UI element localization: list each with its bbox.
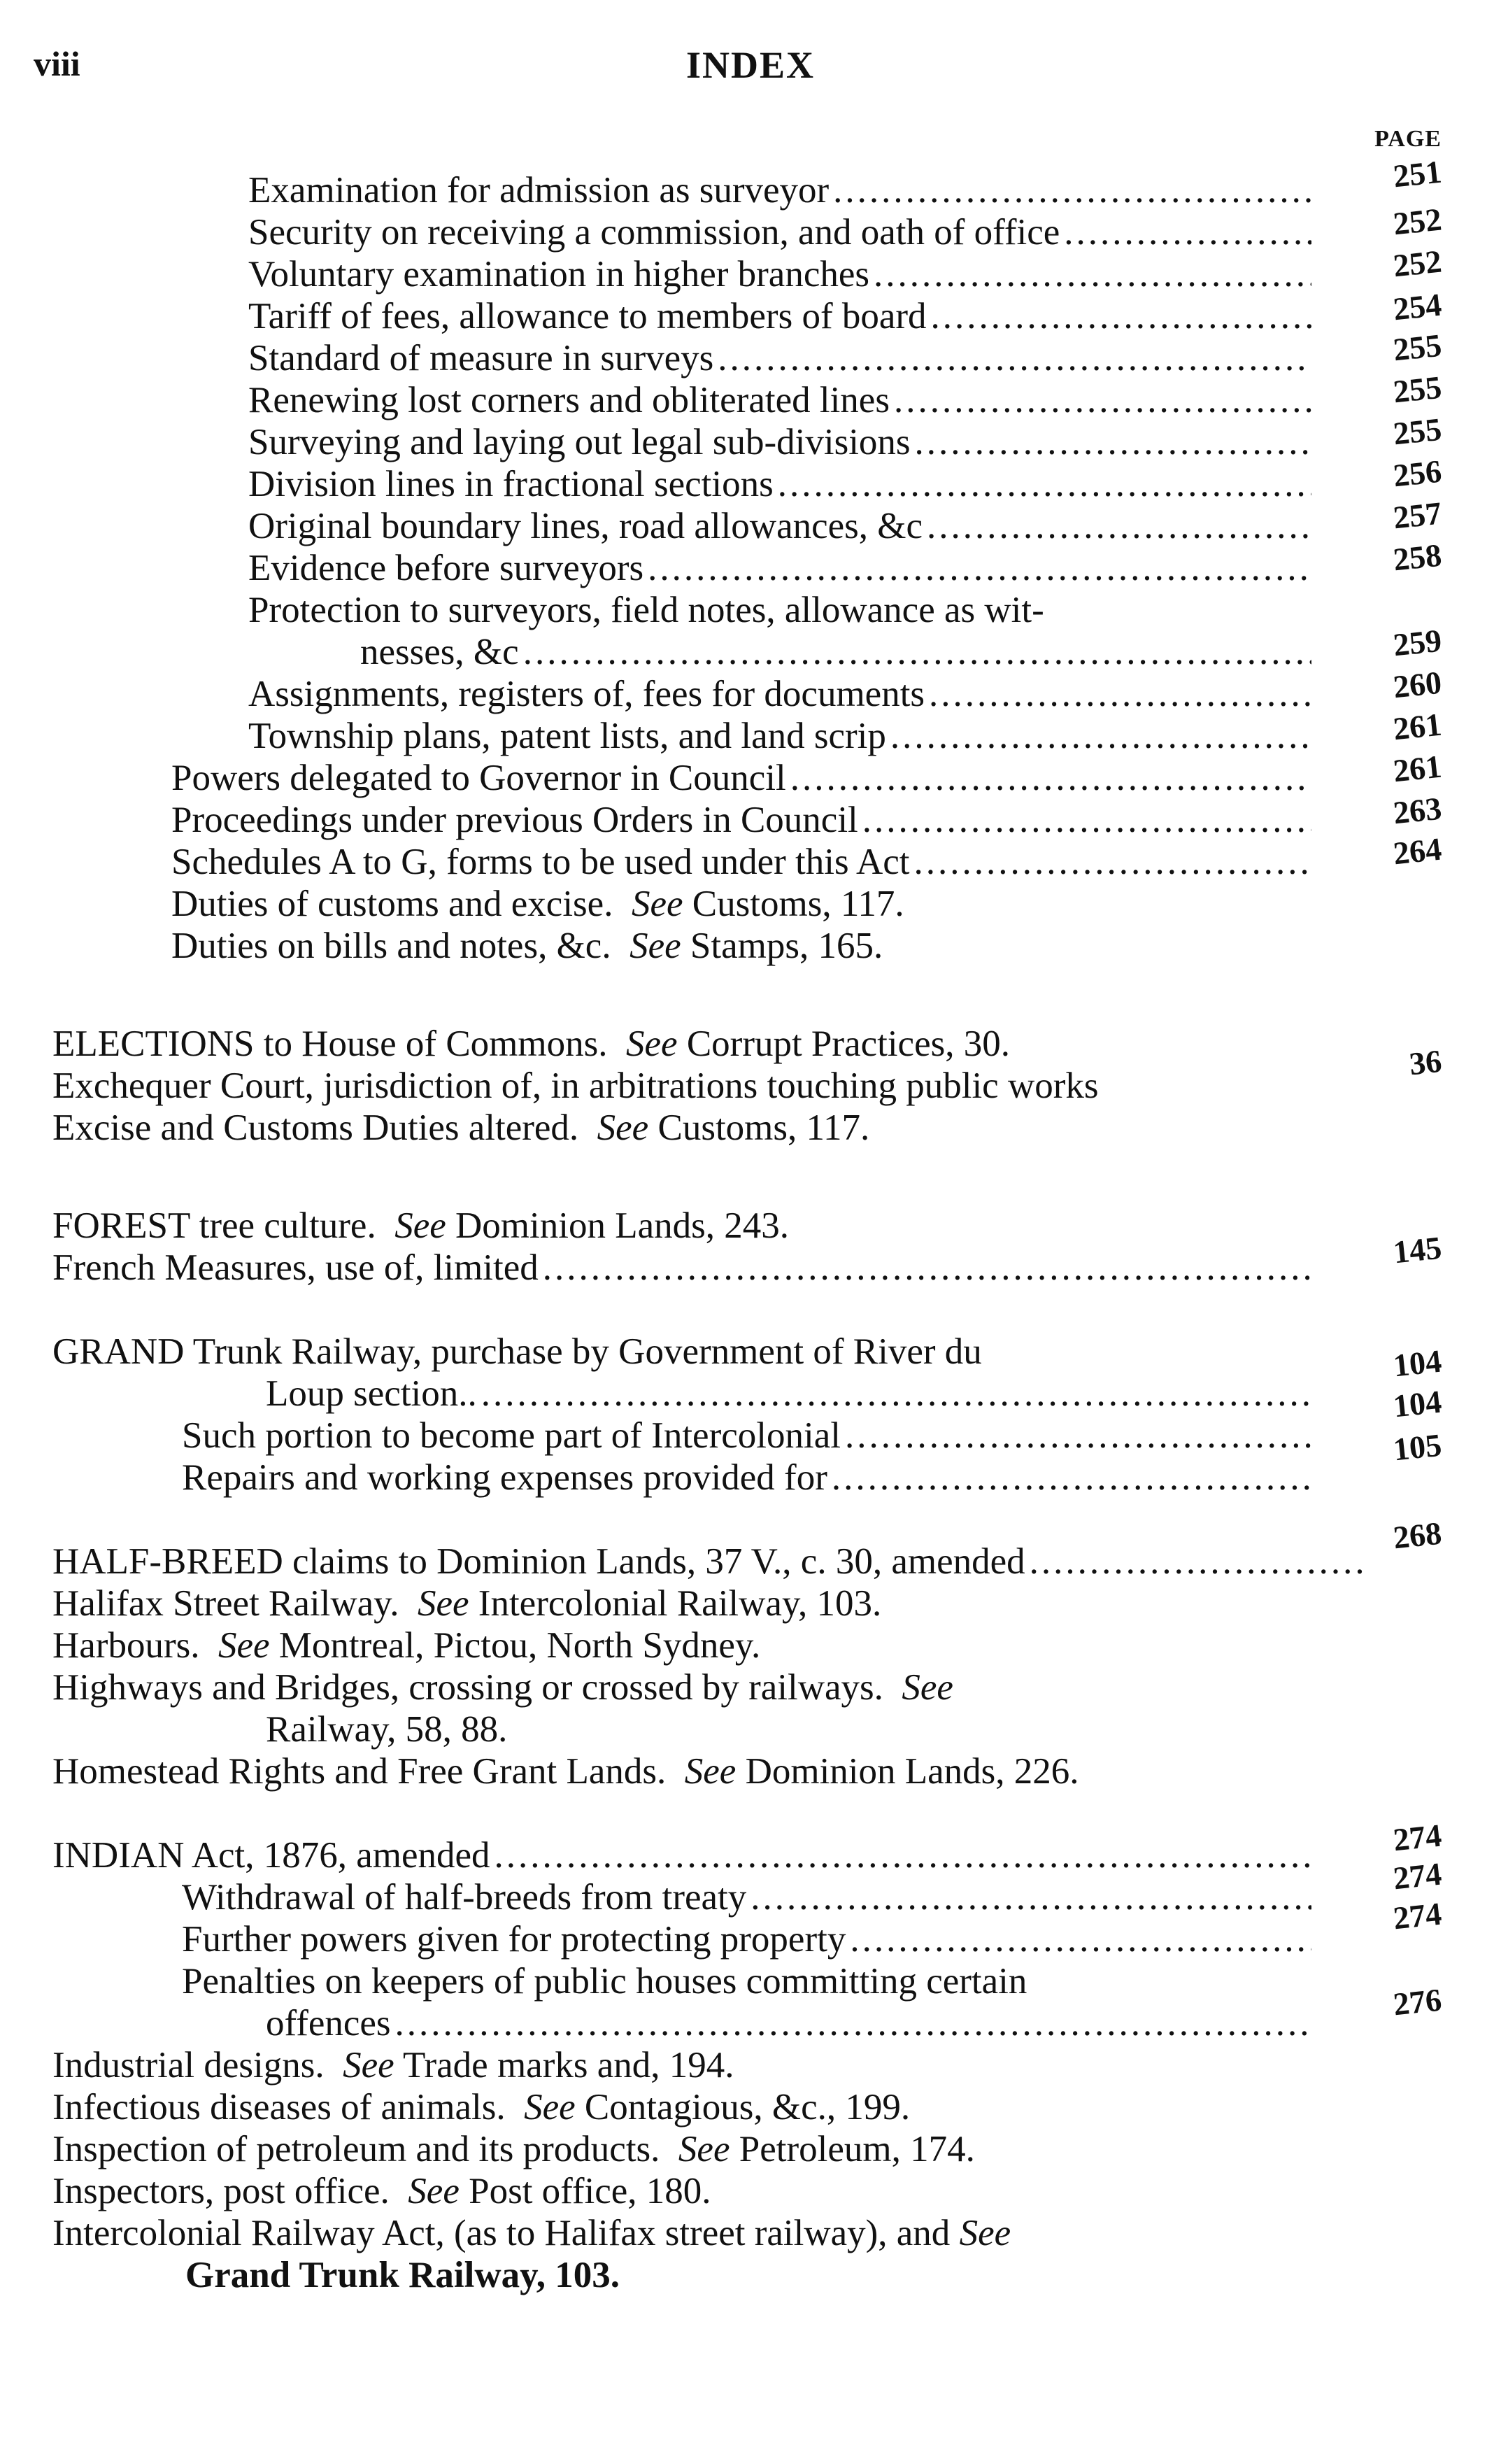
index-entry: French Measures, use of, limited .....: [52, 1247, 1311, 1289]
index-entry: Industrial designs. See Trade marks and, 194.: [52, 2045, 734, 2086]
index-entry: Standard of measure in surveys .....: [248, 337, 1311, 379]
page-number: 261: [1391, 706, 1444, 747]
page-number: 252: [1391, 243, 1444, 284]
index-entry: Excise and Customs Duties altered. See Customs, 117.: [52, 1107, 870, 1148]
index-entry: Powers delegated to Governor in Council .....: [171, 757, 1311, 799]
page-number: 255: [1391, 411, 1444, 452]
page-number: 259: [1391, 622, 1444, 663]
page-number: 256: [1391, 453, 1444, 494]
page-number: 264: [1391, 830, 1444, 872]
page-number: 145: [1391, 1229, 1444, 1270]
index-entry: FOREST tree culture. See Dominion Lands, 243.: [52, 1205, 789, 1246]
index-entry: Duties of customs and excise. See Customs, 117.: [171, 884, 904, 924]
index-entry: HALF-BREED claims to Dominion Lands, 37 V., c. 30, amended .....: [52, 1541, 1367, 1583]
index-entry: Withdrawal of half-breeds from treaty .....: [182, 1876, 1311, 1918]
page-number: 251: [1391, 153, 1444, 194]
index-entry: Halifax Street Railway. See Intercolonial Railway, 103.: [52, 1583, 882, 1624]
page-number: 263: [1391, 790, 1444, 831]
index-entry: Surveying and laying out legal sub-divisions .....: [248, 421, 1311, 463]
index-entry: Exchequer Court, jurisdiction of, in arbitrations touching public works: [52, 1065, 1099, 1106]
index-entry: Infectious diseases of animals. See Contagious, &c., 199.: [52, 2087, 911, 2127]
page-number: 252: [1391, 201, 1444, 242]
index-entry: Harbours. See Montreal, Pictou, North Sydney.: [52, 1625, 761, 1666]
page-number: 254: [1391, 286, 1444, 327]
page-number: 258: [1391, 537, 1444, 578]
page-number: 274: [1391, 1855, 1444, 1897]
index-entry: Evidence before surveyors .....: [248, 547, 1311, 589]
index-entry: Division lines in fractional sections .....: [248, 463, 1311, 505]
index-entry: Duties on bills and notes, &c. See Stamps, 165.: [171, 926, 883, 966]
index-entry: Proceedings under previous Orders in Council .....: [171, 799, 1311, 841]
page-number: 104: [1391, 1343, 1444, 1384]
index-entry: Penalties on keepers of public houses committing certain: [182, 1961, 1027, 2002]
index-entry: Tariff of fees, allowance to members of board .....: [248, 295, 1311, 337]
index-entry: Schedules A to G, forms to be used under this Act .....: [171, 841, 1311, 883]
running-title: INDEX: [685, 44, 816, 86]
index-entry: Examination for admission as surveyor .....: [248, 169, 1311, 211]
page-number: 261: [1391, 748, 1444, 789]
page-number: 255: [1391, 327, 1444, 368]
index-entry: Intercolonial Railway Act, (as to Halifax street railway), and See: [52, 2213, 1011, 2253]
page-number: 105: [1391, 1426, 1444, 1468]
page-column-label: PAGE: [1374, 126, 1442, 152]
index-entry: Assignments, registers of, fees for documents .....: [248, 673, 1311, 715]
page-number: 255: [1391, 369, 1444, 410]
index-entry: Renewing lost corners and obliterated lines .....: [248, 379, 1311, 421]
page-number: 36: [1407, 1042, 1444, 1082]
index-entry: Township plans, patent lists, and land scrip .....: [248, 715, 1311, 757]
index-entry: ELECTIONS to House of Commons. See Corrupt Practices, 30.: [52, 1024, 1010, 1064]
index-entry: Highways and Bridges, crossing or crossed by railways. See: [52, 1667, 953, 1708]
index-entry: Security on receiving a commission, and oath of office .....: [248, 211, 1311, 253]
index-entry: Inspectors, post office. See Post office, 180.: [52, 2171, 711, 2211]
index-entry: Voluntary examination in higher branches .....: [248, 253, 1311, 295]
index-entry-continuation: Railway, 58, 88.: [266, 1709, 508, 1750]
index-entry: Original boundary lines, road allowances, &c .....: [248, 505, 1311, 547]
page-number: 268: [1391, 1515, 1444, 1556]
index-entry: Homestead Rights and Free Grant Lands. See Dominion Lands, 226.: [52, 1751, 1079, 1792]
index-entry: Inspection of petroleum and its products. See Petroleum, 174.: [52, 2129, 975, 2169]
index-entry: Protection to surveyors, field notes, allowance as wit-: [248, 590, 1044, 630]
page-number: 257: [1391, 495, 1444, 536]
index-entry-continuation: offences .....: [266, 2002, 1311, 2044]
folio-number: viii: [34, 44, 80, 83]
page-number: 274: [1391, 1895, 1444, 1936]
index-entry-continuation: Loup section.. .....: [266, 1373, 1311, 1415]
page-number: 274: [1391, 1817, 1444, 1858]
page-number: 276: [1391, 1981, 1444, 2023]
index-entry: Such portion to become part of Intercolonial .....: [182, 1415, 1311, 1457]
index-entry: Repairs and working expenses provided for .....: [182, 1457, 1311, 1499]
index-entry-continuation: nesses, &c .....: [360, 631, 1311, 673]
index-entry: Further powers given for protecting property .....: [182, 1918, 1311, 1960]
page-number: 260: [1391, 664, 1444, 705]
index-entry: INDIAN Act, 1876, amended .....: [52, 1834, 1311, 1876]
page-number: 104: [1391, 1383, 1444, 1424]
index-entry: GRAND Trunk Railway, purchase by Government of River du: [52, 1331, 982, 1372]
index-entry-continuation: Grand Trunk Railway, 103.: [185, 2255, 620, 2295]
